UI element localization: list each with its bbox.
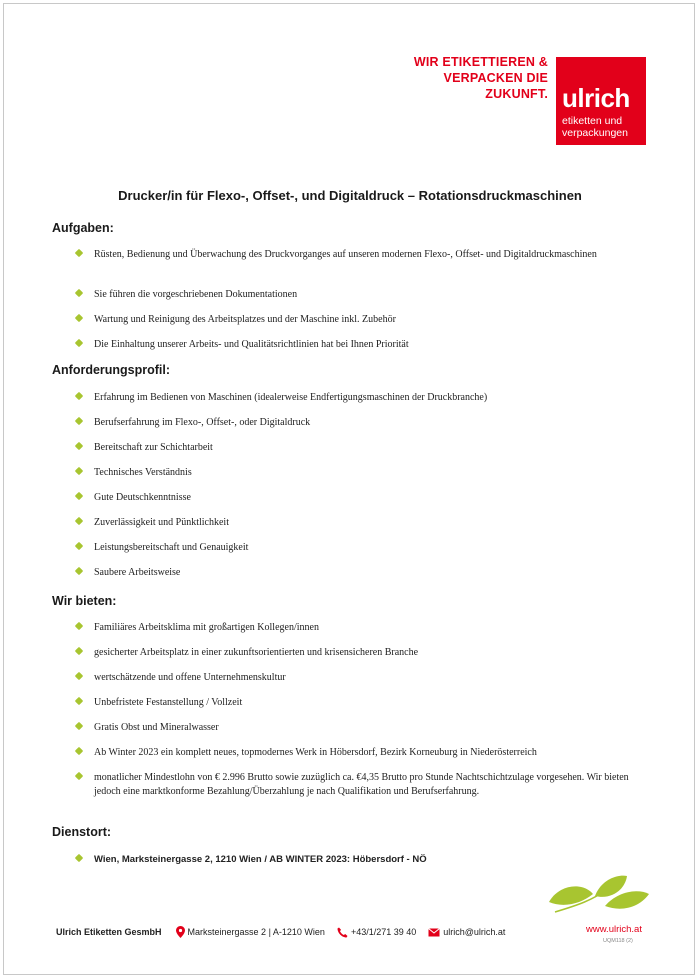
list-item: Wien, Marksteinergasse 2, 1210 Wien / AB WINTER 2023: Höbersdorf - NÖ <box>76 853 636 867</box>
list-item: monatlicher Mindestlohn von € 2.996 Brutto sowie zuzüglich ca. €4,35 Brutto pro Stunde Nachtschichtzulage vorgesehen. Wir bieten jedoch eine marktkonforme Bezahlung/Überzahlung je nach Qualifikation und Berufserfahrung. <box>76 771 636 798</box>
list-item: Ab Winter 2023 ein komplett neues, topmodernes Werk in Höbersdorf, Bezirk Korneuburg in Niederösterreich <box>76 746 636 760</box>
leaves-logo-icon <box>545 872 651 918</box>
footer <box>56 926 517 938</box>
slogan <box>414 54 548 102</box>
list-item: Gute Deutschkenntnisse <box>76 491 636 505</box>
footer-address <box>176 926 325 938</box>
section-heading-aufgaben: Aufgaben: <box>52 221 114 235</box>
list-item: Gratis Obst und Mineralwasser <box>76 721 636 735</box>
list-item: Technisches Verständnis <box>76 466 636 480</box>
list-item: Leistungsbereitschaft und Genauigkeit <box>76 541 636 555</box>
list-item: Wartung und Reinigung des Arbeitsplatzes und der Maschine inkl. Zubehör <box>76 313 636 327</box>
footer-phone[interactable] <box>337 927 416 938</box>
slogan-line: WIR ETIKETTIEREN & <box>413 55 548 69</box>
job-title: Drucker/in für Flexo-, Offset-, und Digitaldruck – Rotationsdruckmaschinen <box>118 188 582 203</box>
list-item: gesicherter Arbeitsplatz in einer zukunftsorientierten und krisensicheren Branche <box>76 646 636 660</box>
footer-email[interactable] <box>428 927 505 937</box>
document-id: UQM118 (2) <box>603 938 633 944</box>
location-pin-icon <box>176 926 185 938</box>
list-item: Rüsten, Bedienung und Überwachung des Druckvorganges auf unseren modernen Flexo-, Offset- und Digitaldruckmaschinen <box>76 248 636 262</box>
list-item: Zuverlässigkeit und Pünktlichkeit <box>76 516 636 530</box>
list-item: Bereitschaft zur Schichtarbeit <box>76 441 636 455</box>
list-item: Erfahrung im Bedienen von Maschinen (idealerweise Endfertigungsmaschinen der Druckbranche) <box>76 391 636 405</box>
footer-website[interactable]: www.ulrich.at <box>586 924 642 935</box>
section-heading-anforderungsprofil: Anforderungsprofil: <box>52 363 171 377</box>
footer-address-text: Marksteinergasse 2 | A-1210 Wien <box>187 927 325 937</box>
logo-name: ulrich <box>562 83 630 113</box>
list-item: Familiäres Arbeitsklima mit großartigen Kollegen/innen <box>76 621 636 635</box>
slogan-line: VERPACKEN DIE <box>443 71 548 85</box>
footer-company: Ulrich Etiketten GesmbH <box>56 927 162 937</box>
logo-subtitle <box>562 115 628 139</box>
footer-phone-text: +43/1/271 39 40 <box>350 927 417 937</box>
list-item: Sie führen die vorgeschriebenen Dokumentationen <box>76 288 636 302</box>
logo-subtitle-line: etiketten und <box>562 115 623 127</box>
logo-subtitle-line: verpackungen <box>562 127 628 139</box>
section-heading-wir-bieten: Wir bieten: <box>52 594 117 608</box>
list-item: wertschätzende und offene Unternehmenskultur <box>76 671 636 685</box>
list-item: Die Einhaltung unserer Arbeits- und Qualitätsrichtlinien hat bei Ihnen Priorität <box>76 338 636 352</box>
list-item: Unbefristete Festanstellung / Vollzeit <box>76 696 636 710</box>
mail-icon <box>428 928 440 937</box>
list-item: Berufserfahrung im Flexo-, Offset-, oder Digitaldruck <box>76 416 636 430</box>
phone-icon <box>337 927 348 938</box>
ulrich-logo <box>556 57 646 145</box>
footer-email-text: ulrich@ulrich.at <box>443 927 506 937</box>
slogan-line: ZUKUNFT. <box>485 87 548 101</box>
list-item: Saubere Arbeitsweise <box>76 566 636 580</box>
section-heading-dienstort: Dienstort: <box>52 825 112 839</box>
